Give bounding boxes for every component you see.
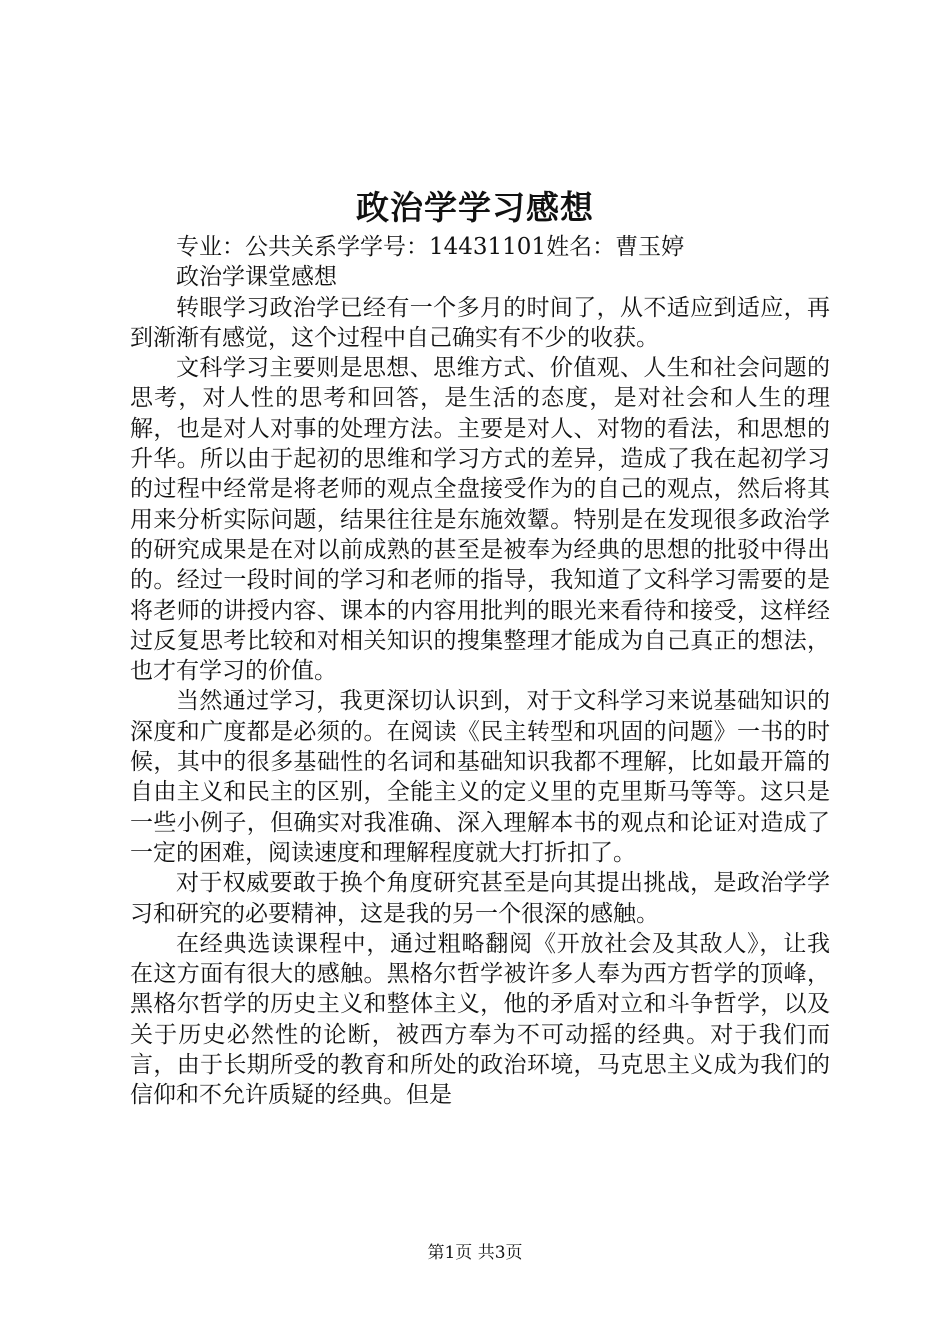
subtitle-line: 政治学课堂感想 bbox=[176, 264, 337, 291]
body-paragraph: 文科学习主要则是思想、思维方式、价值观、人生和社会问题的思考，对人性的思考和回答，是生活的态度，是对社会和人生的理解，也是对人对事的处理方法。主要是对人、对物的看法，和思想的升华。所以由于起初的思维和学习方式的差异，造成了我在起初学习的过程中经常是将老师的观点全盘接受作为的自己的观点，然后将其用来分析实际问题，结果往往是东施效颦。特别是在发现很多政治学的研究成果是在对以前成熟的甚至是被奉为经典的思想的批驳中得出的。经过一段时间的学习和老师的指导，我知道了文科学习需要的是将老师的讲授内容、课本的内容用批判的眼光来看待和接受，这样经过反复思考比较和对相关知识的搜集整理才能成为自己真正的想法，也才有学习的价值。 bbox=[130, 355, 830, 685]
document-title: 政治学学习感想 bbox=[356, 188, 594, 227]
body-paragraph: 在经典选读课程中，通过粗略翻阅《开放社会及其敌人》，让我在这方面有很大的感触。黑格尔哲学被许多人奉为西方哲学的顶峰，黑格尔哲学的历史主义和整体主义，他的矛盾对立和斗争哲学，以及关于历史必然性的论断，被西方奉为不可动摇的经典。对于我们而言，由于长期所受的教育和所处的政治环境，马克思主义成为我们的信仰和不允许质疑的经典。但是 bbox=[130, 930, 830, 1109]
body-paragraph: 对于权威要敢于换个角度研究甚至是向其提出挑战，是政治学学习和研究的必要精神，这是我的另一个很深的感触。 bbox=[130, 870, 830, 927]
body-paragraph: 转眼学习政治学已经有一个多月的时间了，从不适应到适应，再到渐渐有感觉，这个过程中自己确实有不少的收获。 bbox=[130, 294, 830, 351]
page-footer: 第1页 共3页 bbox=[427, 1243, 523, 1263]
document-body bbox=[130, 232, 830, 1111]
body-paragraph: 当然通过学习，我更深切认识到，对于文科学习来说基础知识的深度和广度都是必须的。在阅读《民主转型和巩固的问题》一书的时候，其中的很多基础性的名词和基础知识我都不理解，比如最开篇的自由主义和民主的区别，全能主义的定义里的克里斯马等等。这只是一些小例子，但确实对我准确、深入理解本书的观点和论证对造成了一定的困难，阅读速度和理解程度就大打折扣了。 bbox=[130, 688, 830, 866]
author-info-line: 专业：公共关系学学号：14431101姓名：曹玉婷 bbox=[176, 234, 685, 260]
